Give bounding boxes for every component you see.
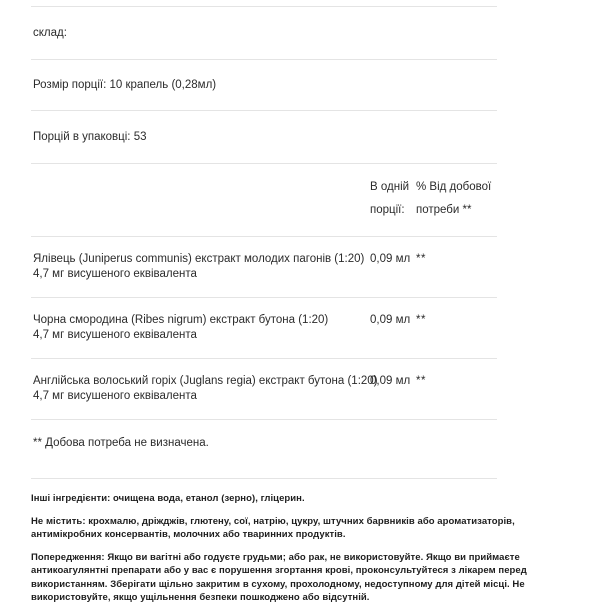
ingredient-name	[33, 374, 378, 404]
ingredient-amount: 0,09 мл	[370, 314, 411, 326]
supplement-facts-table	[31, 6, 497, 479]
ingredient-name-line1: Чорна смородина (Ribes nigrum) екстракт бутона (1:20)	[33, 314, 329, 326]
label-title: склад:	[33, 26, 67, 39]
header-amount-line2: порції:	[370, 204, 405, 216]
header-daily-value-line2: потреби **	[416, 204, 472, 216]
ingredient-daily-value: **	[416, 253, 426, 265]
row-footnote	[31, 420, 497, 478]
row-column-headers	[31, 164, 497, 236]
ingredient-daily-value: **	[416, 375, 426, 387]
row-serving-size	[31, 60, 497, 110]
ingredient-name	[33, 313, 370, 343]
ingredient-name-line1: Англійська волоський горіх (Juglans regia) екстракт бутона (1:20)	[33, 375, 378, 387]
ingredient-name-line2: 4,7 мг висушеного еквівалента	[33, 390, 197, 402]
divider-bottom	[31, 478, 497, 479]
ingredient-amount: 0,09 мл	[370, 375, 411, 387]
table-row	[31, 237, 497, 297]
header-amount-line1: В одній	[370, 181, 410, 193]
ingredient-name-line1: Ялівець (Juniperus communis) екстракт молодих пагонів (1:20)	[33, 253, 365, 265]
table-row	[31, 298, 497, 358]
ingredient-name-line2: 4,7 мг висушеного еквівалента	[33, 329, 197, 341]
row-servings-per-container	[31, 111, 497, 163]
footnote-text: ** Добова потреба не визначена.	[33, 437, 209, 449]
warning-text: Попередження: Якщо ви вагітні або годуєте грудьми; або рак, не використовуйте. Якщо ви приймаєте антикоагулянтні препарати або у вас є порушення згортання крові, проконсультуйтеся з лікарем перед використанням. Зберігати щільно закритим в сухому, прохолодному, недоступному для дітей місці. Не використовуйте, якщо ущільнення безпеки пошкоджено або відсутній.	[31, 551, 527, 603]
ingredient-name-line2: 4,7 мг висушеного еквівалента	[33, 268, 197, 280]
header-daily-value-line1: % Від добової	[416, 181, 492, 193]
serving-size-text: Розмір порції: 10 крапель (0,28мл)	[33, 78, 217, 91]
header-daily-value	[416, 176, 495, 222]
label-notes	[31, 492, 576, 605]
free-from-text: Не містить: крохмалю, дріжджів, глютену, сої, натрію, цукру, штучних барвників або ароматизаторів, антимікробних консервантів, молочних або тваринних продуктів.	[31, 515, 515, 540]
header-amount-per-serving	[370, 176, 416, 222]
ingredient-amount: 0,09 мл	[370, 253, 411, 265]
ingredient-daily-value: **	[416, 314, 426, 326]
table-row	[31, 359, 497, 419]
other-ingredients-text: Інші інгредієнти: очищена вода, етанол (зерно), гліцерин.	[31, 493, 305, 504]
ingredient-name	[33, 252, 370, 282]
row-title	[31, 7, 497, 59]
servings-per-container-text: Порцій в упаковці: 53	[33, 130, 147, 143]
